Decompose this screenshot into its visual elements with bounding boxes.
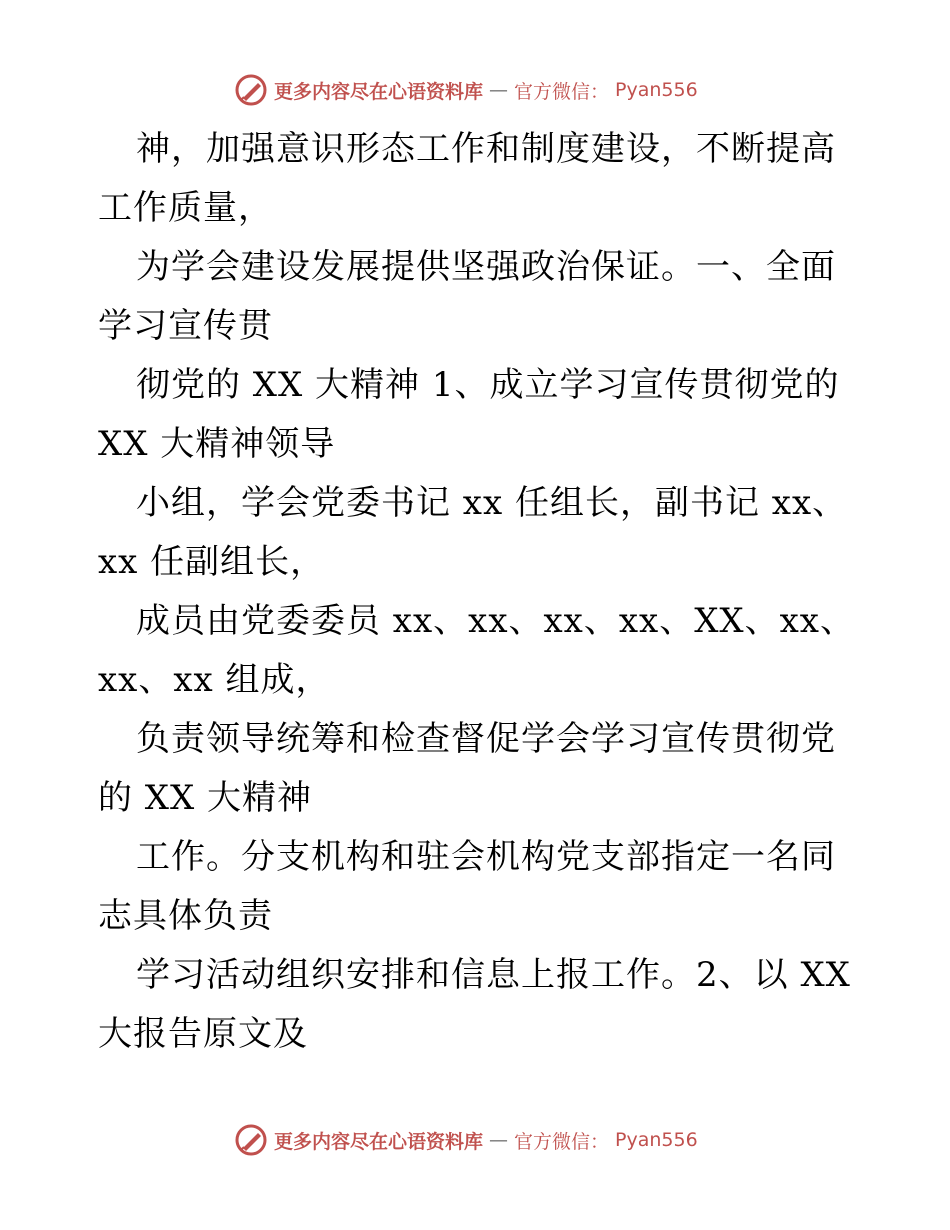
watermark-separator: — xyxy=(489,79,509,101)
watermark-handle: Pyan556 xyxy=(615,1129,698,1151)
paragraph: 工作。分支机构和驻会机构党支部指定一名同志具体负责 xyxy=(98,837,836,936)
paragraph: 小组，学会党委书记 xx 任组长，副书记 xx、xx 任副组长， xyxy=(98,483,848,582)
watermark-brand: 更多内容尽在心语资料库 xyxy=(274,80,484,103)
paragraph: 彻党的 XX 大精神 1、成立学习宣传贯彻党的 XX 大精神领导 xyxy=(98,365,840,464)
watermark-separator: — xyxy=(489,1129,509,1151)
paragraph: 神，加强意识形态工作和制度建设，不断提高工作质量， xyxy=(98,129,836,228)
paragraph: 学习活动组织安排和信息上报工作。2、以 XX 大报告原文及 xyxy=(98,955,851,1054)
header-watermark xyxy=(234,70,754,110)
watermark-official-label: 官方微信： xyxy=(514,1130,610,1153)
watermark-official-label: 官方微信： xyxy=(514,80,610,103)
paragraph: 成员由党委委员 xx、xx、xx、xx、XX、xx、xx、xx 组成， xyxy=(98,601,855,700)
paragraph: 为学会建设发展提供坚强政治保证。一、全面学习宣传贯 xyxy=(98,247,836,346)
quill-logo-icon xyxy=(234,1123,268,1157)
watermark-handle: Pyan556 xyxy=(615,79,698,101)
quill-logo-icon xyxy=(234,73,268,107)
watermark-brand: 更多内容尽在心语资料库 xyxy=(274,1130,484,1153)
paragraph: 负责领导统筹和检查督促学会学习宣传贯彻党的 XX 大精神 xyxy=(98,719,836,818)
footer-watermark xyxy=(234,1120,754,1160)
document-body xyxy=(98,120,858,1064)
